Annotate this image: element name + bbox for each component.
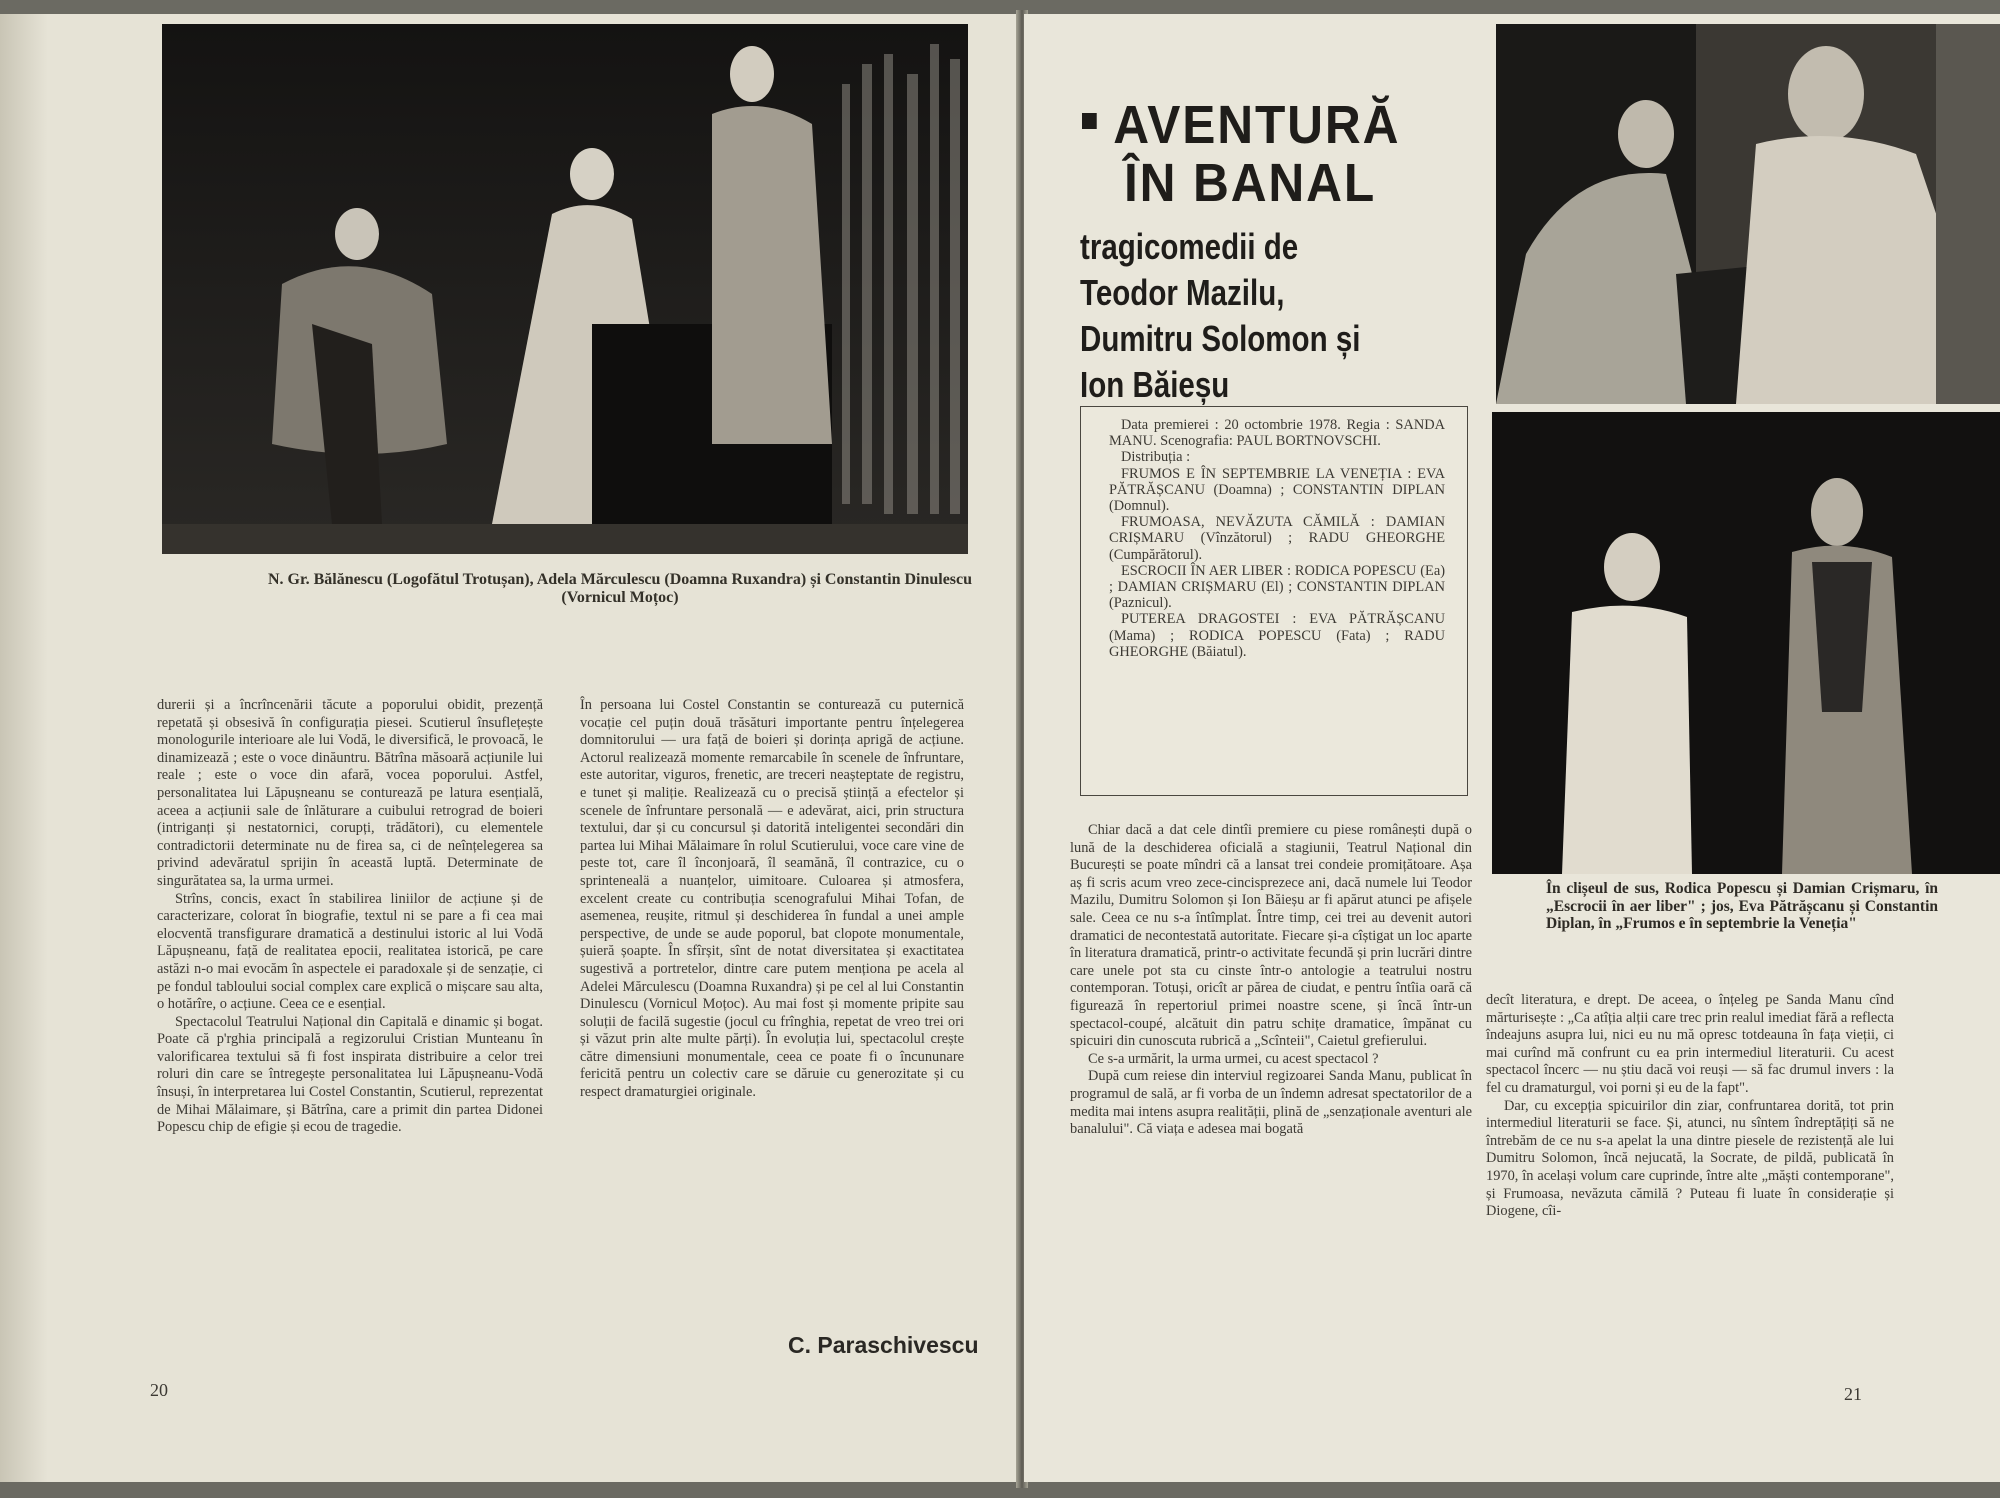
article-column-2: [1486, 992, 1894, 1221]
credits-line: FRUMOS E ÎN SEPTEMBRIE LA VENEȚIA : EVA PĂTRĂȘCANU (Doamna) ; CONSTANTIN DIPLAN (Domnul).: [1109, 465, 1445, 515]
paragraph: durerii și a încrîncenării tăcute a poporului obidit, prezență repetată și obsesivă în configurația piesei. Scutierul însuflețește monologurile interioare ale lui Vodă, le diversifică, le provoacă, le dinamizează ; este o voce dinăuntru. Bătrîna măsoară acțiunile lui reale ; este o voce din afară, vocea poporului. Astfel, personalitatea lui Lăpușneanu se conturează pe latura esențială, aceea a acțiunii sale de înlăturare a cuibului retrograd de boieri (intriganți și nestatornici, corupți, trădători), cu elementele contradictorii determinate nu de firea sa, ci de neînțelegerea sa privind adevăratul sprijin în această luptă. Determinate de singurătatea sa, la urma urmei.: [157, 697, 543, 889]
subheadline-line: tragicomedii de: [1080, 226, 1299, 267]
article-column-2: [580, 697, 964, 1102]
photo-caption: N. Gr. Bălănescu (Logofătul Trotușan), Adela Mărculescu (Doamna Ruxandra) și Constantin Dinulescu (Vornicul Moțoc): [267, 571, 973, 606]
top-right-photo-image: [1496, 24, 2000, 404]
bottom-right-photo-image: [1492, 412, 2000, 874]
page-edge: [0, 14, 48, 1482]
square-bullet-icon: [1082, 113, 1097, 129]
credits-line: ESCROCII ÎN AER LIBER : RODICA POPESCU (Ea) ; DAMIAN CRIȘMARU (El) ; CONSTANTIN DIPLAN (Paznicul).: [1109, 562, 1445, 612]
subheadline-line: Dumitru Solomon și: [1080, 318, 1361, 359]
paragraph: Chiar dacă a dat cele dintîi premiere cu piese românești după o lună de la deschiderea oficială a stagiunii, Teatrul Național din București se poate mîndri că a lansat trei condeie promițătoare. Așa aș fi scris acum vreo zece-cincisprezece ani, dacă numele lui Teodor Mazilu, Dumitru Solomon și Ion Băieșu ar fi apărut atunci pe afișele sale. Ceea ce nu s-a întîmplat. Între timp, cei trei au devenit autori dramatici de necontestată autoritate. Fiecare și-a cîștigat un loc aparte în literatura dramatică, printr-o activitate fecundă și prin lucrări dintre care unele pot sta cu cinste într-o antologie a teatrului nostru contemporan. Totuși, oricît ar părea de ciudat, e pentru întîia oară că figurează în repertoriul primei noastre scene, și încă într-un spectacol-coupé, alcătuit din patru schițe dramatice, împănat cu spicuiri din cunoscuta rubrică a „Scînteii", Caietul grefierului.: [1070, 822, 1472, 1050]
paragraph: După cum reiese din interviul regizoarei Sanda Manu, publicat în programul de sală, ar fi vorba de un îndemn adresat spectatorilor de a medita mai intens asupra realității, plină de „senzaționale aventuri ale banalului". Că viața e adesea mai bogată: [1070, 1068, 1472, 1138]
paragraph: În persoana lui Costel Constantin se conturează cu puternică vocație cel puțin două trăsături importante pentru înțelegerea domnitorului — ura față de boieri și dorința aprigă de acțiune. Actorul realizează momente remarcabile în scenele de înfruntare, este autoritar, viguros, frenetic, are treceri neașteptate de registru, e tunet și maliție. Realizează cu o precisă știință a efectelor și scenele de înfruntare personală — e adevărat, aici, prin structura textului, dar și cu concursul și datorită inteligentei secondări din partea lui Mihai Mălaimare în rolul Scutierului, voce care vine de peste tot, care îl înconjoară, îl seamănă, îl contrazice, cu o sprintenealä a nuanțelor, uimitoare. Culoarea și atmosfera, excelent create cu contribuția scenografului Mihai Tofan, de asemenea, reușite, ritmul și deschiderea în fundal a unei ample perspective, de unde se aude poporul, bat clopote monumentale, șuieră șoapte. În sfîrșit, sînt de notat diversitatea și exactitatea sugestivă a portretelor, dintre care putem menționa pe acela al Adelei Mărculescu (Doamna Ruxandra) și pe cel al lui Constantin Dinulescu (Vornicul Moțoc). Au mai fost și momente pripite sau soluții de facilă sugestie (jocul cu frînghia, repetat de vreo trei ori și văzut prin alte multe părți). În evoluția lui, spectacolul crește către dimensiuni monumentale, ceea ce poate fi o încununare fericită pentru un colectiv care se dăruie cu generozitate și cu respect dramaturgiei originale.: [580, 697, 964, 1101]
article-column-1: [1070, 822, 1472, 1139]
subheadline-line: Ion Băieșu: [1080, 364, 1230, 405]
headline-line-2: ÎN BANAL: [1124, 153, 1377, 213]
paragraph: Ce s-a urmărit, la urma urmei, cu acest spectacol ?: [1088, 1050, 1379, 1067]
stage-photo-image: [162, 24, 968, 554]
paragraph: Strîns, concis, exact în stabilirea liniilor de acțiune și de caracterizare, colorat în biografie, textul ni se pare a fi cea mai elocventă transfigurare dramatică a destinului istoric al lui Vodă Lăpușneanu, față de realitatea epocii, realitatea istorică, pe care astăzi n-o mai evocăm în aspectele ei paradoxale și de senzație, ci pe fondul tabloului social complex care explică o mișcare sau alta, o hotărîre, o acțiune. Ceea ce e esențial.: [157, 890, 543, 1013]
right-page: [1024, 14, 2000, 1482]
paragraph: decît literatura, e drept. De aceea, o înțeleg pe Sanda Manu cînd mărturisește : „Ca atîția alții care trec prin realul imediat fără a reflecta îndeajuns asupra lui, nici eu nu mă opresc totdeauna în fața vieții, ci mai curînd mă confrunt cu ea prin intermediul literaturii. Cu acest spectacol încerc — nu știu dacă voi reuși — să fac drumul invers : la fel cu dramaturgul, voi porni și eu de la fapt".: [1486, 992, 1894, 1096]
page-number: 20: [150, 1380, 168, 1400]
headline-line-1: AVENTURĂ: [1113, 95, 1401, 155]
photo-caption: În clișeul de sus, Rodica Popescu și Damian Crișmaru, în „Escrocii în aer liber" ; jos, Eva Pătrășcanu și Constantin Diplan, în „Frumos e în septembrie la Veneția": [1546, 880, 1938, 933]
headline: [1124, 154, 1376, 212]
paragraph: Spectacolul Teatrului Național din Capitală e dinamic și bogat. Poate că p'rghia principală a regizorului Cristian Munteanu în valorificarea textului să fi fost inspirata distribuire a celor trei roluri din care se întregește personalitatea lui Lăpușneanu-Vodă însuși, în interpretarea lui Costel Constantin, Scutierul, reprezentat de Mihai Mălaimare, și Bătrîna, care a primit din partea Didonei Popescu chip de efigie și ecou de tragedie.: [157, 1013, 543, 1136]
left-page: [0, 14, 1020, 1482]
credits-line: Distribuția :: [1121, 449, 1191, 466]
paragraph: Dar, cu excepția spicuirilor din ziar, confruntarea dorită, tot prin intermediul literaturii se face. Și, atunci, nu sîntem îndreptățiți să ne întrebăm de ce nu s-a apelat la una dintre piesele de rezistență ale lui Dumitru Solomon, încă nejucată, la Socrate, de pildă, publicată în 1970, în același volum care cuprinde, între alte „măști contemporane", și Frumoasa, nevăzuta cămilă ? Puteau fi luate în considerație și Diogene, cîi-: [1486, 1097, 1894, 1220]
top-right-photo: [1496, 24, 2000, 404]
credits-box: [1080, 406, 1468, 796]
page-number: 21: [1844, 1384, 1862, 1404]
credits-line: PUTEREA DRAGOSTEI : EVA PĂTRĂȘCANU (Mama) ; RODICA POPESCU (Fata) ; RADU GHEORGHE (Băiatul).: [1109, 611, 1445, 660]
stage-photo: [162, 24, 968, 554]
article-column-1: [157, 697, 543, 1137]
author-signature: C. Paraschivescu: [788, 1332, 979, 1358]
credits-line: Data premierei : 20 octombrie 1978. Regia : SANDA MANU. Scenografia: PAUL BORTNOVSCHI.: [1109, 417, 1445, 450]
bottom-right-photo: [1492, 412, 2000, 874]
subheadline-line: Teodor Mazilu,: [1080, 272, 1285, 313]
headline: [1082, 96, 1400, 154]
credits-line: FRUMOASA, NEVĂZUTA CĂMILĂ : DAMIAN CRIȘMARU (Vînzătorul) ; RADU GHEORGHE (Cumpărătorul).: [1109, 514, 1445, 563]
subheadline: [1080, 224, 1360, 408]
